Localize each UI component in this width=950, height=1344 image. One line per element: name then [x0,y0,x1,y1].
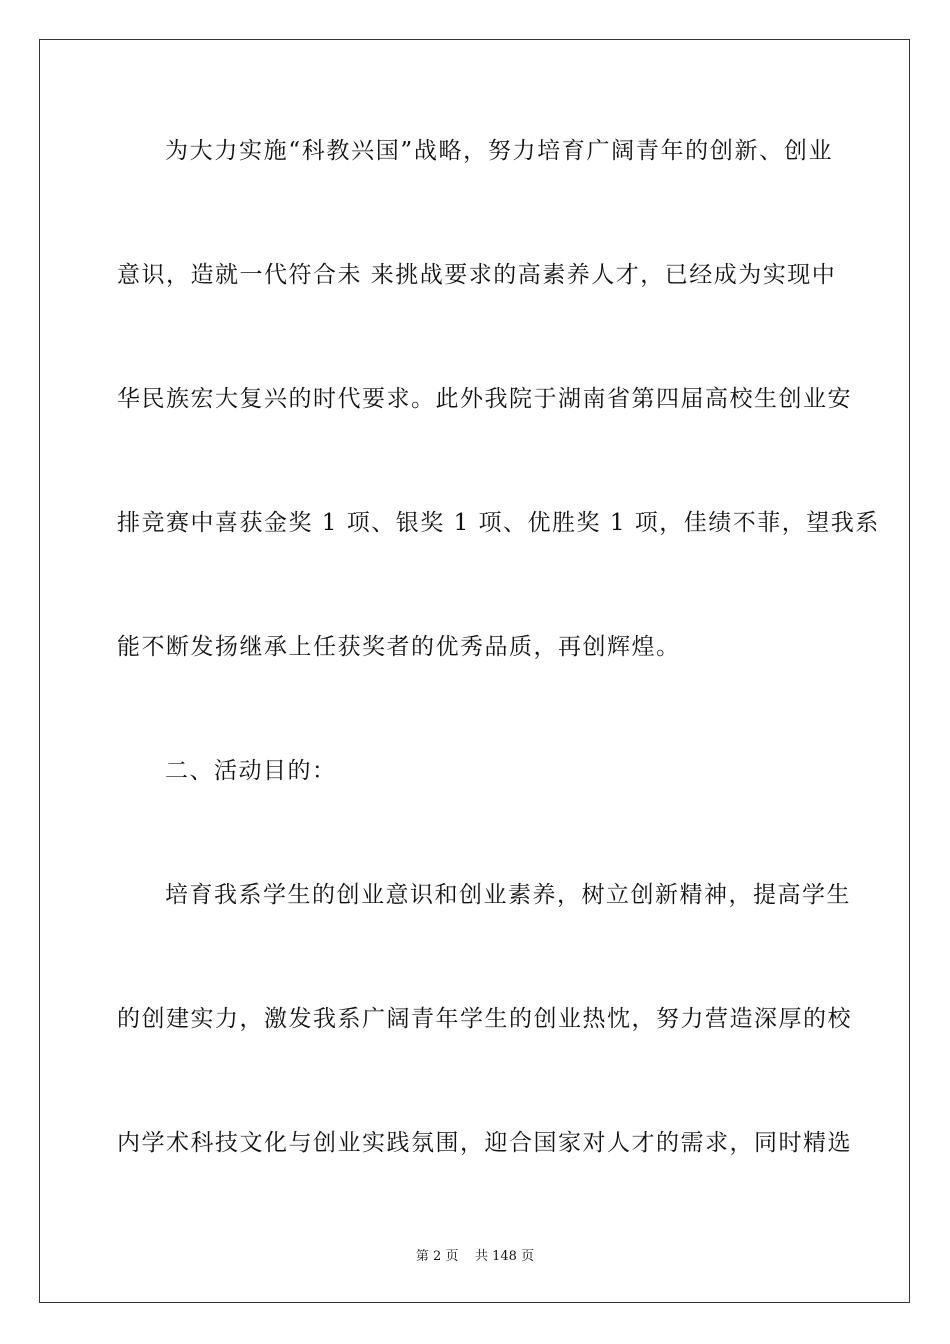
total-pages: 共 148 页 [475,1249,535,1264]
body-line-3: 华民族宏大复兴的时代要求。此外我院于湖南省第四届高校生创业安 [117,386,852,412]
page-border [39,39,910,1303]
body-line-9: 内学术科技文化与创业实践氛围，迎合国家对人才的需求，同时精选 [117,1130,852,1156]
body-line-1: 为大力实施“科教兴国”战略，努力培育广阔青年的创新、创业 [165,138,833,164]
body-line-2: 意识，造就一代符合未 来挑战要求的高素养人才，已经成为实现中 [117,262,837,288]
body-line-5: 能不断发扬继承上任获奖者的优秀品质，再创辉煌。 [117,634,681,660]
page-footer [0,1248,950,1266]
body-line-8: 的创建实力，激发我系广阔青年学生的创业热忱，努力营造深厚的校 [117,1006,852,1032]
body-line-7: 培育我系学生的创业意识和创业素养，树立创新精神，提高学生 [165,882,851,908]
section-heading: 二、活动目的： [165,758,337,784]
page-number: 第 2 页 [415,1249,459,1264]
body-line-4: 排竞赛中喜获金奖 1 项、银奖 1 项、优胜奖 1 项，佳绩不菲，望我系 [117,510,880,536]
